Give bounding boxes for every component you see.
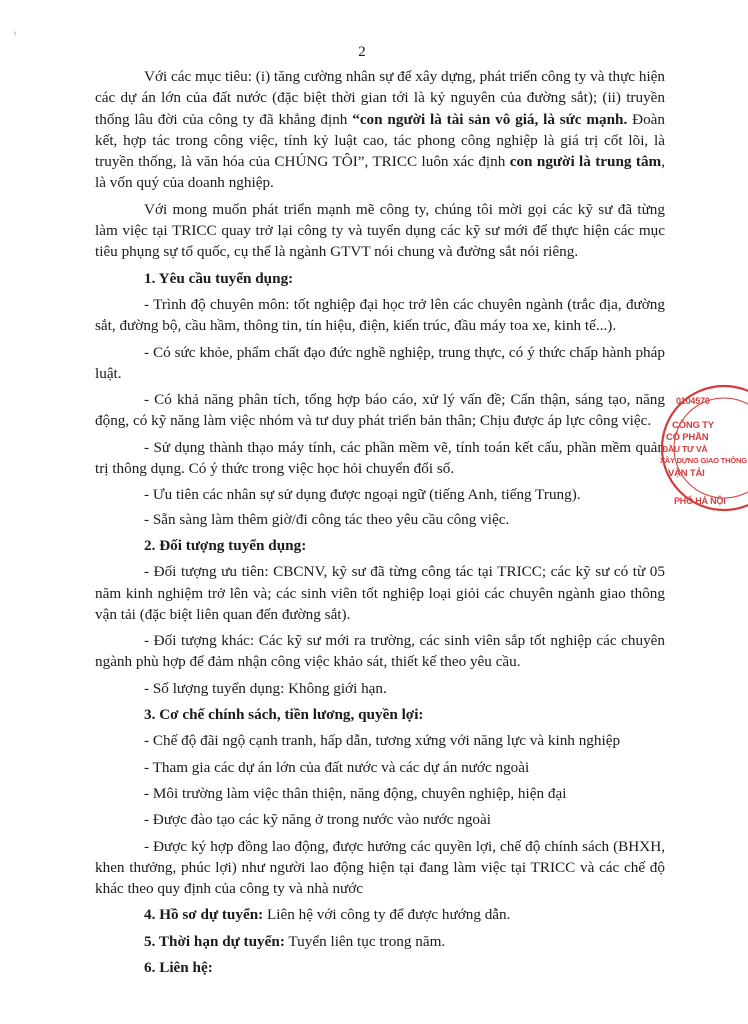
letter-body [95, 66, 665, 983]
list-item: - Ưu tiên các nhân sự sử dụng được ngoại ngữ (tiếng Anh, tiếng Trung). [144, 486, 581, 504]
section-5 [95, 931, 665, 952]
seal-text: XÂY DỰNG GIAO THÔNG [660, 456, 747, 465]
intro-bold-quote: “con người là tài sản vô giá, là sức mạnh. [352, 110, 628, 128]
list-item: - Sử dụng thành thạo máy tính, các phần mềm vẽ, tính toán kết cấu, phần mềm quản trị thông dụng. Có ý thức trong việc học hỏi chuyển đổi số. [95, 438, 665, 478]
seal-text: CÔNG TY [672, 420, 714, 431]
list-item: - Được ký hợp đồng lao động, được hưởng các quyền lợi, chế độ chính sách (BHXH, khen thưởng, phúc lợi) như người lao động hiện tại đang làm việc tại TRICC và các chế độ khác theo quy định của công ty và nhà nước [95, 837, 665, 898]
section-6-heading: 6. Liên hệ: [144, 958, 213, 976]
intro-bold-people: con người là trung tâm [509, 153, 662, 171]
section-5-label: 5. Thời hạn dự tuyển: [144, 932, 285, 950]
seal-text: 0104570 [676, 396, 710, 406]
list-item: - Số lượng tuyển dụng: Không giới hạn. [144, 679, 387, 697]
section-4-text: Liên hệ với công ty để được hướng dẫn. [263, 906, 511, 924]
list-item: - Tham gia các dự án lớn của đất nước và các dự án nước ngoài [144, 758, 530, 776]
intro-text: Với các mục tiêu: (i) tăng cường nhân sự để xây dựng, phát triển công ty và thực hiện các dự án lớn của đất nước (đặc biệt thời gian tới là kỷ nguyên của đường sắt); (ii) truyền thống lâu đời của công ty đã khẳng định [95, 68, 665, 128]
list-item: - Đối tượng ưu tiên: CBCNV, kỹ sư đã từng công tác tại TRICC; các kỹ sư có từ 05 năm kinh nghiệm trở lên và; các sinh viên tốt nghiệp loại giỏi các chuyên ngành giao thông vận tải (đặc biệt liên quan đến đường sắt). [95, 563, 665, 623]
section-5-text: Tuyển liên tục trong năm. [284, 932, 446, 950]
list-item: - Đối tượng khác: Các kỹ sư mới ra trường, các sinh viên sắp tốt nghiệp các chuyên ngành phù hợp để đảm nhận công việc khảo sát, thiết kế theo yêu cầu. [95, 632, 665, 671]
intro-text: , là vốn quý của doanh nghiệp. [95, 153, 665, 192]
list-item: - Sẵn sàng làm thêm giờ/đi công tác theo yêu cầu công việc. [144, 510, 510, 528]
intro-paragraph-1 [95, 66, 665, 194]
seal-text: CỔ PHẦN [666, 432, 709, 443]
list-item: - Có sức khỏe, phẩm chất đạo đức nghề nghiệp, trung thực, có ý thức chấp hành pháp luật. [95, 343, 665, 382]
list-item: - Môi trường làm việc thân thiện, năng động, chuyên nghiệp, hiện đại [144, 784, 567, 802]
seal-text: VẬN TẢI [668, 468, 705, 479]
corner-mark: ᵗ [14, 28, 17, 42]
list-item: - Chế độ đãi ngộ cạnh tranh, hấp dẫn, tương xứng với năng lực và kinh nghiệp [144, 732, 621, 750]
list-item: - Được đào tạo các kỹ năng ở trong nước vào nước ngoài [144, 811, 491, 829]
intro-text: Đoàn kết, hợp tác trong công việc, tính kỷ luật cao, tác phong công nghiệp là giá trị cốt lõi, là truyền thống, là văn hóa của CHÚNG TÔI”, TRICC luôn xác định [95, 110, 665, 171]
section-3-heading: 3. Cơ chế chính sách, tiền lương, quyền lợi: [144, 706, 424, 724]
seal-text: PHỐ HÀ NỘI [674, 496, 726, 506]
intro-paragraph-2: Với mong muốn phát triển mạnh mẽ công ty, chúng tôi mời gọi các kỹ sư đã từng làm việc tại TRICC quay trở lại công ty và tuyển dụng các kỹ sư mới để thực hiện các mục tiêu phụng sự tổ quốc, cụ thể là ngành GTVT nói chung và đường sắt nói riêng. [95, 200, 665, 261]
seal-text: ĐẦU TƯ VÀ [662, 444, 708, 454]
page-number: 2 [358, 44, 366, 60]
section-4 [95, 904, 665, 925]
section-1-heading: 1. Yêu cầu tuyển dụng: [144, 269, 294, 287]
list-item: - Có khả năng phân tích, tổng hợp báo cáo, xử lý vấn đề; Cẩn thận, sáng tạo, năng động, có kỹ năng làm việc nhóm và tư duy phát triển bản thân; Chịu được áp lực công việc. [95, 391, 665, 430]
section-2-heading: 2. Đối tượng tuyển dụng: [144, 536, 307, 554]
list-item: - Trình độ chuyên môn: tốt nghiệp đại học trở lên các chuyên ngành (trắc địa, đường sắt, đường bộ, cầu hầm, thông tin, tín hiệu, điện, kiến trúc, đầu máy toa xe, kinh tế...). [95, 295, 665, 335]
section-4-label: 4. Hồ sơ dự tuyển: [144, 906, 264, 924]
company-seal [658, 384, 747, 516]
